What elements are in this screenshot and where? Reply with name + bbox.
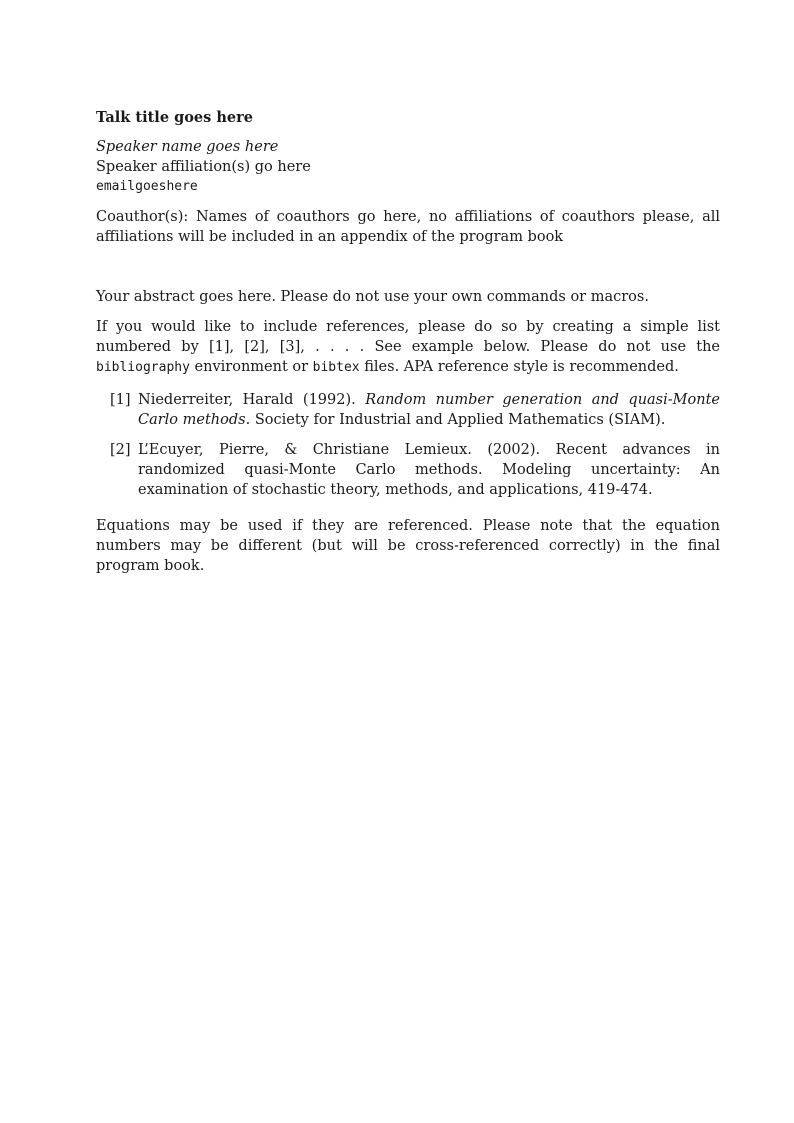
- coauthors-paragraph: Coauthor(s): Names of coauthors go here, no affiliations of coauthors please, all affiliations will be included in an appendix of the program book: [96, 209, 720, 245]
- refs-intro-text-2: environment or: [189, 359, 313, 375]
- speaker-affiliation: Speaker affiliation(s) go here: [96, 159, 311, 175]
- talk-title: Talk title goes here: [96, 109, 253, 126]
- reference-number: [1]: [110, 392, 131, 408]
- reference-list: [96, 390, 720, 500]
- speaker-name: Speaker name goes here: [96, 139, 279, 155]
- equations-note-paragraph: Equations may be used if they are referenced. Please note that the equation numbers may be different (but will be cross-referenced correctly) in the final program book.: [96, 518, 720, 574]
- document-page: [96, 108, 720, 576]
- reference-number: [2]: [110, 442, 131, 458]
- refs-intro-text-1: If you would like to include references, please do so by creating a simple list numbered by [1], [2], [3], . . . . See example below. Please do not use the: [96, 319, 720, 355]
- refs-intro-text-3: files. APA reference style is recommended.: [359, 359, 679, 375]
- speaker-block: [96, 137, 720, 197]
- bibtex-code: bibtex: [312, 360, 360, 375]
- reference-text: L’Ecuyer, Pierre, & Christiane Lemieux. (2002). Recent advances in randomized quasi-Monte Carlo methods. Modeling uncertainty: An examination of stochastic theory, methods, and applications, 419-474.: [138, 442, 720, 498]
- reference-item: [96, 390, 720, 430]
- reference-authors: Niederreiter, Harald (1992).: [138, 392, 366, 408]
- reference-publisher: . Society for Industrial and Applied Mathematics (SIAM).: [245, 412, 666, 428]
- speaker-email: emailgoeshere: [96, 179, 198, 194]
- abstract-paragraph: Your abstract goes here. Please do not use your own commands or macros.: [96, 289, 649, 305]
- reference-title: Random number generation and quasi-Monte Carlo methods: [138, 392, 720, 428]
- references-intro-paragraph: [96, 317, 720, 378]
- bibliography-code: bibliography: [96, 360, 190, 375]
- reference-item: [96, 440, 720, 500]
